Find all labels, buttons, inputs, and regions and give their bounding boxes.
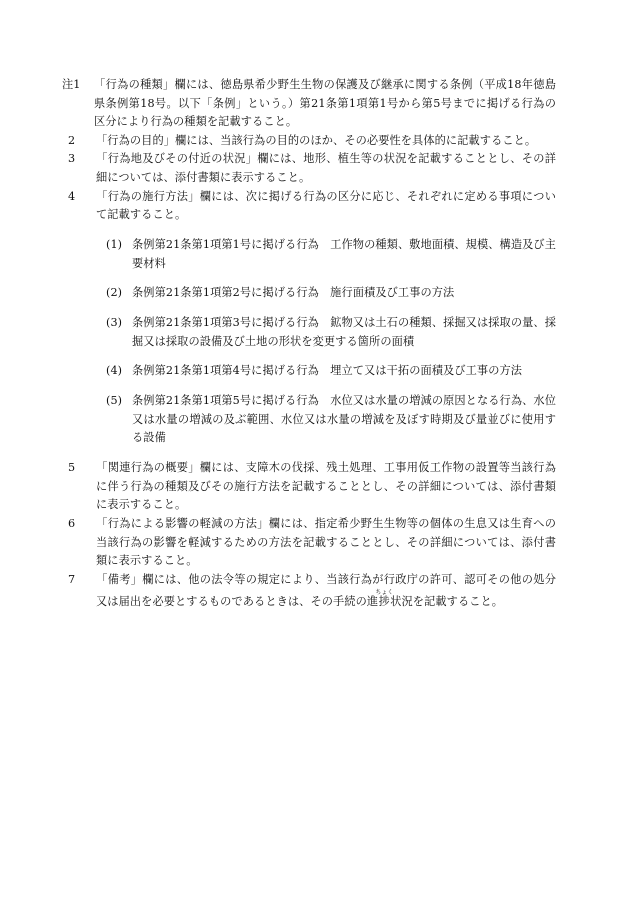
sub-item-text: 条例第21条第1項第1号に掲げる行為 工作物の種類、敷地面積、規模、構造及び主要材料 [132, 237, 556, 270]
sub-item-4 [102, 362, 556, 381]
sub-item-text: 条例第21条第1項第3号に掲げる行為 鉱物又は土石の種類、採掘又は採取の量、採掘又は採取の設備及び土地の形状を変更する箇所の面積 [132, 316, 556, 348]
note-6 [68, 515, 556, 571]
notes-list [62, 76, 556, 612]
sub-item-number: (5) [106, 394, 123, 408]
sub-item-number: (2) [106, 286, 123, 300]
sub-item-5 [102, 392, 556, 448]
sub-item-3 [102, 314, 556, 351]
ruby-base: 捗 [375, 595, 394, 609]
note-number: 7 [68, 572, 76, 586]
note-text: 「行為の目的」欄には、当該行為の目的のほか、その必要性を具体的に記載すること。 [96, 133, 537, 147]
note-2 [68, 132, 556, 151]
note-5 [68, 459, 556, 515]
sub-item-number: (4) [106, 364, 123, 378]
note-text: 「行為による影響の軽減の方法」欄には、指定希少野生生物等の個体の生息又は生育への当該行為の影響を軽減するための方法を記載することとし、その詳細については、添付書類に表示すること。 [96, 517, 556, 568]
sub-item-text: 条例第21条第1項第4号に掲げる行為 埋立て又は干拓の面積及び工事の方法 [132, 364, 523, 378]
note-text: 「行為地及びその付近の状況」欄には、地形、植生等の状況を記載することとし、その詳細については、添付書類に表示すること。 [96, 152, 556, 184]
note-text-before: 「備考」欄には、他の法令等の規定により、当該行為が行政庁の許可、認可その他の処分又は届出を必要とするものであるときは、その手続の進 [96, 572, 556, 609]
ruby-reading: ちょく [375, 589, 394, 597]
note-number: 注1 [62, 78, 81, 91]
note-3 [68, 150, 556, 187]
note-4 [68, 188, 556, 225]
sub-item-2 [102, 284, 556, 303]
note-number: 4 [68, 189, 76, 203]
note-number: 6 [68, 517, 76, 530]
note-text: 「関連行為の概要」欄には、支障木の伐採、残土処理、工事用仮工作物の設置等当該行為に伴う行為の種類及びその施行方法を記載することとし、その詳細については、添付書類に表示すること。 [96, 461, 556, 512]
note-text-after: 状況を記載すること。 [390, 595, 504, 609]
note-number: 2 [68, 133, 76, 147]
sub-item-number: (3) [106, 316, 123, 330]
note-text: 「行為の種類」欄には、徳島県希少野生生物の保護及び継承に関する条例（平成18年徳島県条例第18号。以下「条例」という。）第21条第1項第1号から第5号までに掲げる行為の区分により行為の種類を記載すること。 [94, 78, 556, 129]
note-text: 「行為の施行方法」欄には、次に掲げる行為の区分に応じ、それぞれに定める事項について記載すること。 [96, 189, 556, 222]
ruby-annotation [375, 589, 394, 609]
note-number: 3 [68, 152, 76, 166]
sub-item-1 [102, 236, 556, 273]
note-number: 5 [68, 461, 76, 475]
note-7 [68, 571, 556, 612]
sub-item-text: 条例第21条第1項第5号に掲げる行為 水位又は水量の増減の原因となる行為、水位又は水量の増減の及ぶ範囲、水位又は水量の増減を及ぼす時期及び量並びに使用する設備 [132, 394, 556, 445]
sub-item-number: (1) [106, 237, 123, 251]
note-1 [62, 76, 556, 132]
sub-item-text: 条例第21条第1項第2号に掲げる行為 施行面積及び工事の方法 [132, 286, 455, 300]
